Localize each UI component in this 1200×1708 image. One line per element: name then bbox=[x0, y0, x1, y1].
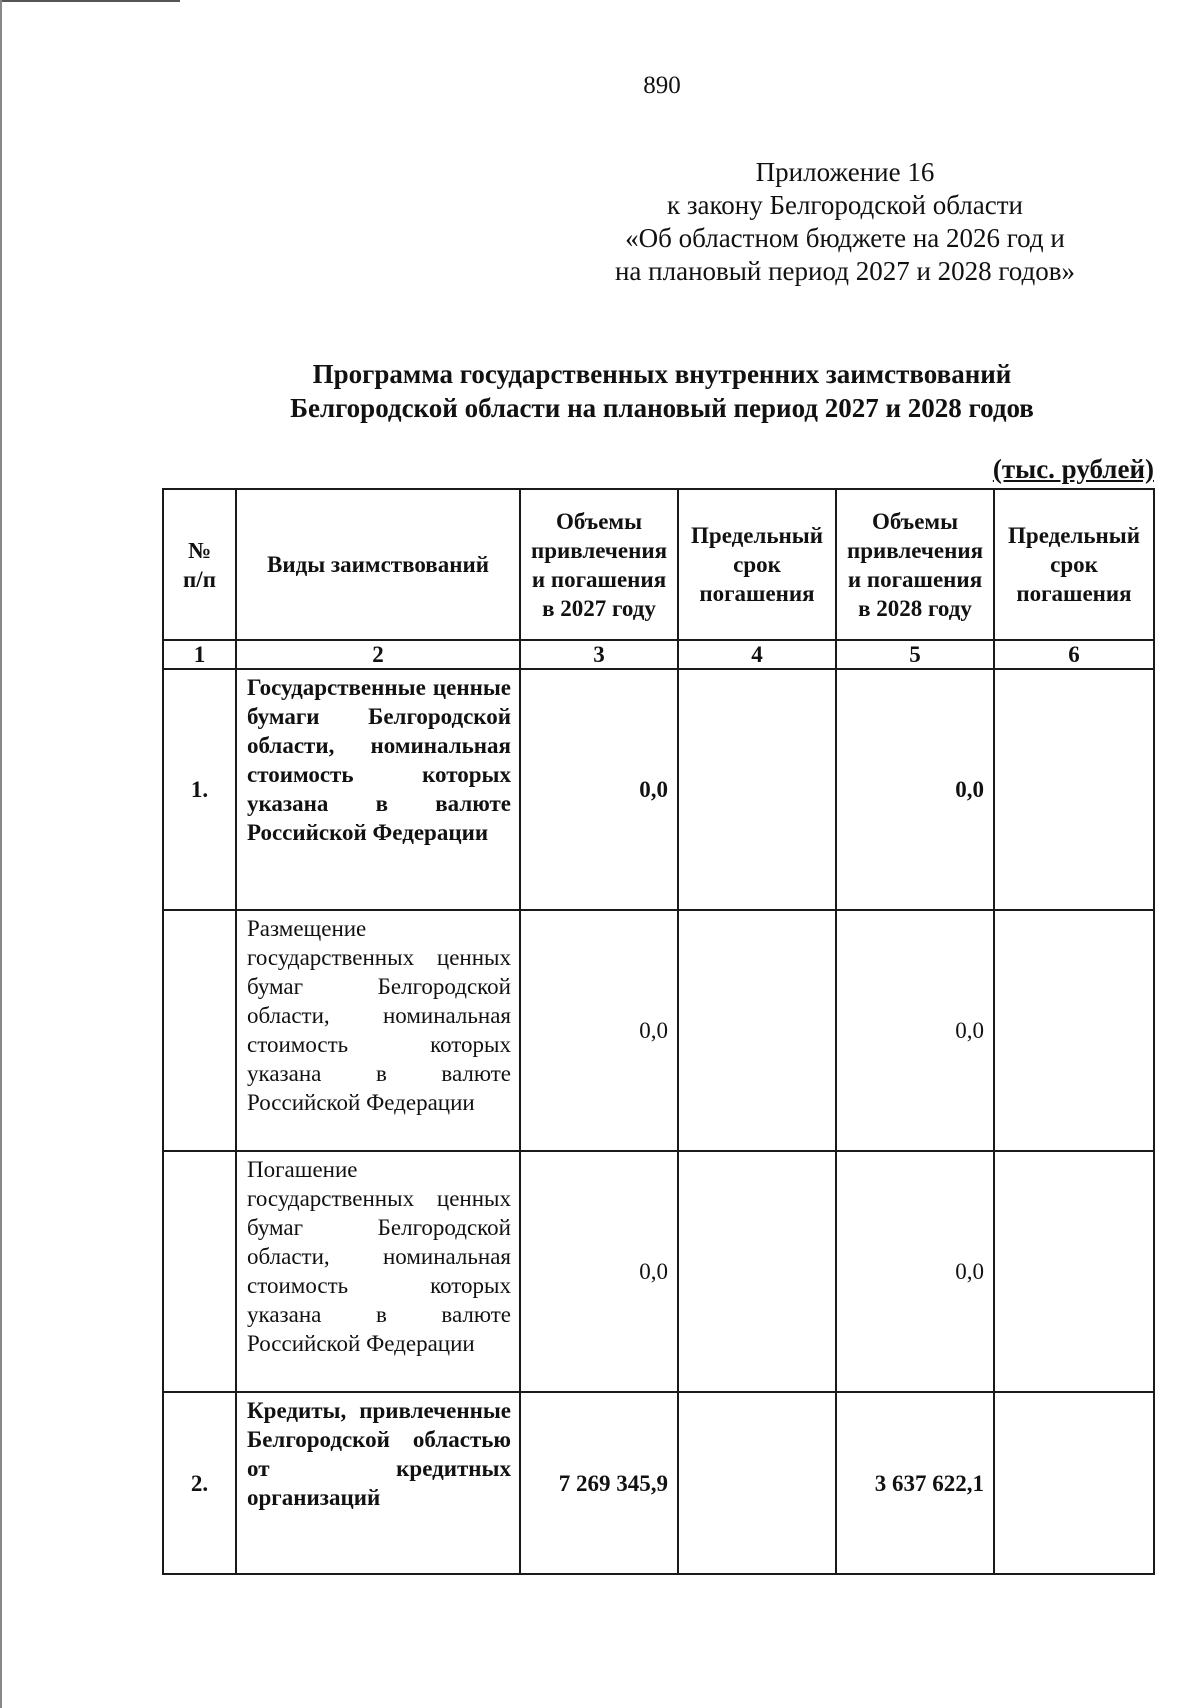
table-header-row bbox=[163, 489, 1154, 640]
header-index bbox=[163, 489, 236, 640]
table-row bbox=[163, 910, 1154, 1151]
header-volume-2028 bbox=[836, 489, 994, 640]
header-term-2027-line-3: погашения bbox=[699, 581, 815, 606]
header-borrowing-type: Виды заимствований bbox=[236, 489, 520, 640]
row-term-2028 bbox=[994, 1392, 1154, 1574]
appendix-line-1: Приложение 16 bbox=[755, 157, 935, 187]
row-borrowing-type: Размещение государственных ценных бумаг Белгородской области, номинальная стоимость которых указана в валюте Российской Федерации bbox=[236, 910, 520, 1151]
header-volume-2028-line-3: и погашения bbox=[847, 566, 983, 592]
header-term-2027-line-1: Предельный bbox=[691, 523, 823, 548]
column-number: 6 bbox=[994, 640, 1154, 669]
row-borrowing-type: Государственные ценные бумаги Белгородской области, номинальная стоимость которых указана в валюте Российской Федерации bbox=[236, 669, 520, 910]
header-volume-2027-line-2: привлечения bbox=[530, 537, 668, 563]
row-index bbox=[163, 910, 236, 1151]
header-volume-2027-line-4: в 2027 году bbox=[542, 595, 656, 621]
header-volume-2027-line-3: и погашения bbox=[531, 566, 667, 592]
row-term-2028 bbox=[994, 669, 1154, 910]
row-volume-2027: 0,0 bbox=[520, 910, 678, 1151]
row-borrowing-type: Погашение государственных ценных бумаг Белгородской области, номинальная стоимость которых указана в валюте Российской Федерации bbox=[236, 1151, 520, 1392]
row-volume-2028: 0,0 bbox=[836, 1151, 994, 1392]
row-index: 2. bbox=[163, 1392, 236, 1574]
column-number: 3 bbox=[520, 640, 678, 669]
row-borrowing-type: Кредиты, привлеченные Белгородской областью от кредитных организаций bbox=[236, 1392, 520, 1574]
page-number: 890 bbox=[643, 72, 681, 99]
header-term-2028-line-1: Предельный bbox=[1008, 523, 1140, 548]
column-number: 4 bbox=[678, 640, 836, 669]
header-term-2028 bbox=[994, 489, 1154, 640]
row-volume-2028: 3 637 622,1 bbox=[836, 1392, 994, 1574]
scan-edge-left bbox=[0, 0, 2, 1708]
header-term-2028-line-2: срок bbox=[1050, 552, 1098, 577]
header-volume-2028-line-1: Объемы bbox=[871, 508, 959, 534]
column-number: 5 bbox=[836, 640, 994, 669]
row-volume-2028: 0,0 bbox=[836, 669, 994, 910]
title-line-2: Белгородской области на плановый период 2027 и 2028 годов bbox=[290, 393, 1034, 423]
column-number-row bbox=[163, 640, 1154, 669]
row-term-2028 bbox=[994, 910, 1154, 1151]
document-title bbox=[0, 357, 1200, 425]
header-volume-2027-line-1: Объемы bbox=[555, 508, 643, 534]
header-term-2028-line-3: погашения bbox=[1016, 581, 1132, 606]
row-index: 1. bbox=[163, 669, 236, 910]
scan-edge-top bbox=[0, 0, 180, 2]
row-index bbox=[163, 1151, 236, 1392]
title-line-1: Программа государственных внутренних заимствований bbox=[312, 359, 1012, 389]
appendix-line-4: на плановый период 2027 и 2028 годов» bbox=[614, 256, 1076, 286]
row-volume-2027: 0,0 bbox=[520, 669, 678, 910]
header-volume-2028-line-4: в 2028 году bbox=[858, 595, 972, 621]
appendix-line-2: к закону Белгородской области bbox=[667, 190, 1023, 220]
column-number: 2 bbox=[236, 640, 520, 669]
table-row bbox=[163, 669, 1154, 910]
row-term-2027 bbox=[678, 1392, 836, 1574]
row-term-2027 bbox=[678, 669, 836, 910]
column-number: 1 bbox=[163, 640, 236, 669]
appendix-line-3: «Об областном бюджете на 2026 год и bbox=[625, 223, 1065, 253]
units-label: (тыс. рублей) bbox=[992, 454, 1154, 484]
appendix-heading bbox=[565, 156, 1125, 288]
borrowings-table bbox=[162, 488, 1155, 1575]
header-volume-2027 bbox=[520, 489, 678, 640]
header-term-2027 bbox=[678, 489, 836, 640]
table-row bbox=[163, 1392, 1154, 1574]
header-index-line-2: п/п bbox=[183, 566, 216, 592]
header-volume-2028-line-2: привлечения bbox=[846, 537, 984, 563]
row-term-2027 bbox=[678, 1151, 836, 1392]
row-term-2028 bbox=[994, 1151, 1154, 1392]
header-term-2027-line-2: срок bbox=[733, 552, 781, 577]
row-term-2027 bbox=[678, 910, 836, 1151]
row-volume-2027: 7 269 345,9 bbox=[520, 1392, 678, 1574]
row-volume-2027: 0,0 bbox=[520, 1151, 678, 1392]
header-index-line-1: № bbox=[187, 537, 212, 563]
table-row bbox=[163, 1151, 1154, 1392]
row-volume-2028: 0,0 bbox=[836, 910, 994, 1151]
